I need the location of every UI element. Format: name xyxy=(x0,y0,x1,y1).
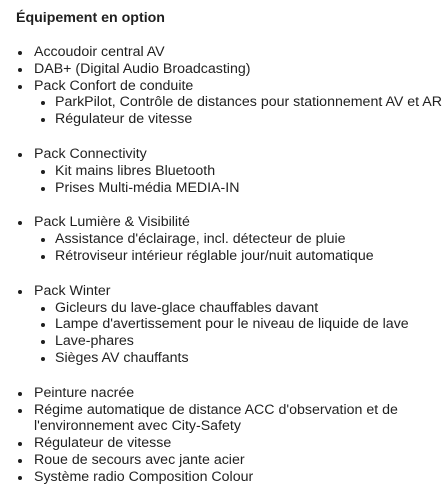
sub-list-item: Rétroviseur intérieur réglable jour/nuit automatique xyxy=(34,248,443,265)
list-item: Roue de secours avec jante acier xyxy=(16,452,443,469)
sub-list-item: Kit mains libres Bluetooth xyxy=(34,163,443,180)
sub-list-item: Assistance d'éclairage, incl. détecteur de pluie xyxy=(34,231,443,248)
list-item: DAB+ (Digital Audio Broadcasting) xyxy=(16,61,443,78)
list-item: Pack Connectivity Kit mains libres Bluetooth Prises Multi-média MEDIA-IN xyxy=(16,146,443,196)
sub-list xyxy=(34,300,443,367)
list-item: Pack Winter Gicleurs du lave-glace chauffables davant Lampe d'avertissement pour le niveau de liquide de lave Lave-phares Sièges AV chauffants xyxy=(16,283,443,367)
sub-list-item: Gicleurs du lave-glace chauffables davant xyxy=(34,300,443,317)
sub-list-item: Lave-phares xyxy=(34,333,443,350)
list-item: Pack Lumière & Visibilité Assistance d'éclairage, incl. détecteur de pluie Rétroviseur intérieur réglable jour/nuit automatique xyxy=(16,214,443,264)
sub-list xyxy=(34,231,443,265)
list-item: Accoudoir central AV xyxy=(16,44,443,61)
list-item: Système radio Composition Colour xyxy=(16,469,443,486)
sub-list xyxy=(34,94,443,128)
sub-list-item: Régulateur de vitesse xyxy=(34,111,443,128)
list-item: Peinture nacrée xyxy=(16,385,443,402)
list-item: Régulateur de vitesse xyxy=(16,435,443,452)
sub-list-item: Sièges AV chauffants xyxy=(34,350,443,367)
sub-list-item: ParkPilot, Contrôle de distances pour stationnement AV et AR xyxy=(34,94,443,111)
sub-list xyxy=(34,163,443,197)
sub-list-item: Lampe d'avertissement pour le niveau de liquide de lave xyxy=(34,316,443,333)
sub-list-item: Prises Multi-média MEDIA-IN xyxy=(34,180,443,197)
section-title: Équipement en option xyxy=(16,10,165,26)
list-item: Pack Confort de conduite ParkPilot, Contrôle de distances pour stationnement AV et AR Régulateur de vitesse xyxy=(16,78,443,128)
options-list xyxy=(16,44,443,486)
list-item: Régime automatique de distance ACC d'observation et de l'environnement avec City-Safety xyxy=(16,402,414,436)
